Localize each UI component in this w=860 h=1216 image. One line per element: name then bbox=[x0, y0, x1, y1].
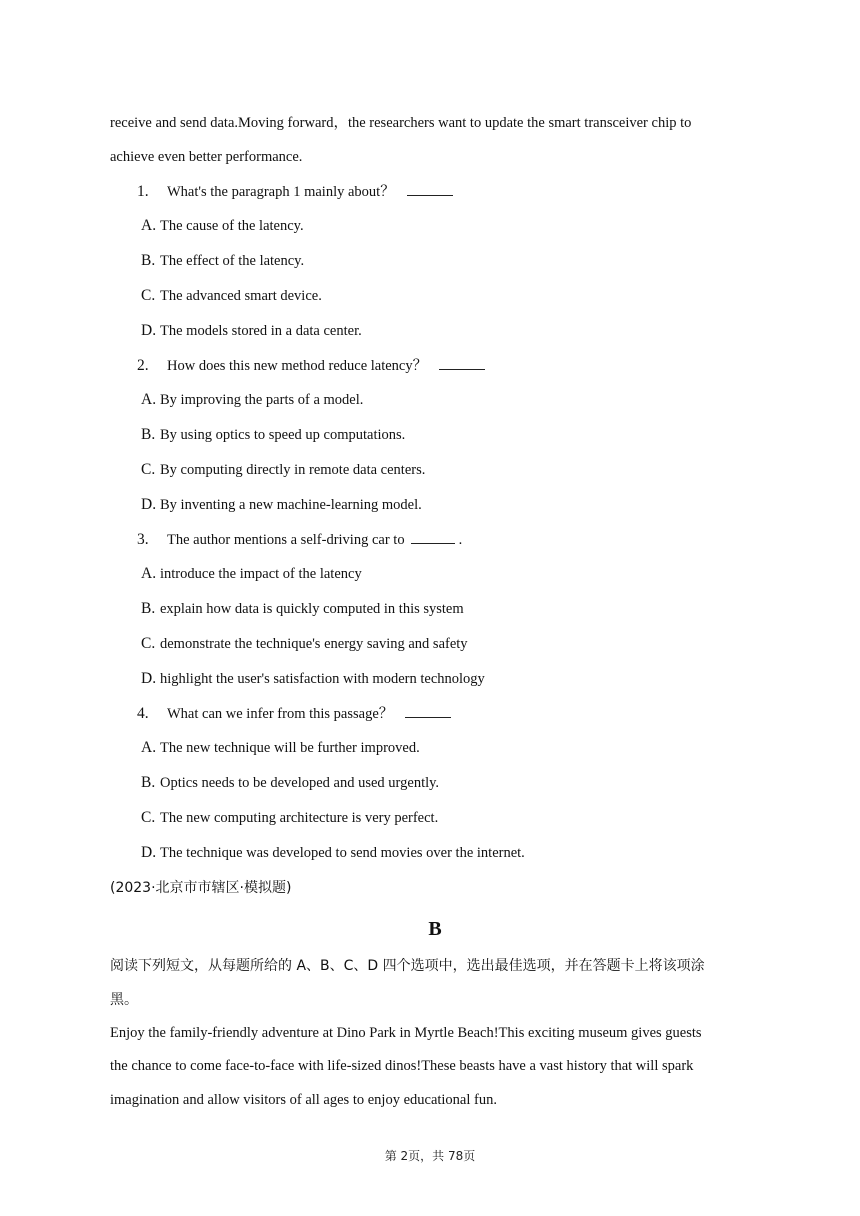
question-number: 3. bbox=[137, 530, 149, 548]
option-letter: C. bbox=[141, 634, 156, 652]
option-1d[interactable] bbox=[110, 314, 760, 349]
option-text: The effect of the latency. bbox=[160, 253, 305, 270]
option-letter: D. bbox=[141, 843, 157, 861]
option-2b[interactable] bbox=[110, 418, 760, 453]
passage-line: the chance to come face-to-face with life-sized dinos!These beasts have a vast history that will spark bbox=[110, 1058, 694, 1075]
option-4d[interactable] bbox=[110, 836, 760, 871]
option-text: The cause of the latency. bbox=[160, 218, 304, 235]
option-text: The new computing architecture is very perfect. bbox=[160, 809, 439, 826]
option-text: By using optics to speed up computations. bbox=[160, 427, 406, 444]
question-1 bbox=[110, 175, 760, 210]
page-content bbox=[110, 107, 760, 1118]
option-text: highlight the user's satisfaction with modern technology bbox=[160, 670, 485, 687]
option-text: The advanced smart device. bbox=[160, 287, 322, 304]
option-letter: A. bbox=[141, 739, 157, 757]
option-letter: D. bbox=[141, 495, 157, 513]
question-text: What's the paragraph 1 mainly about？ bbox=[167, 183, 395, 200]
option-3c[interactable] bbox=[110, 627, 760, 662]
question-number: 4. bbox=[137, 704, 149, 722]
option-letter: D. bbox=[141, 321, 157, 339]
question-2 bbox=[110, 349, 760, 384]
option-letter: A. bbox=[141, 391, 157, 409]
option-text: The models stored in a data center. bbox=[160, 322, 362, 339]
question-source: (2023·北京市市辖区·模拟题) bbox=[110, 879, 292, 896]
option-text: demonstrate the technique's energy saving and safety bbox=[160, 635, 468, 652]
answer-blank[interactable] bbox=[407, 183, 453, 196]
option-4b[interactable] bbox=[110, 766, 760, 801]
option-text: By inventing a new machine-learning model. bbox=[160, 496, 422, 513]
option-letter: B. bbox=[141, 600, 156, 618]
question-number: 2. bbox=[137, 356, 149, 374]
passage-line: imagination and allow visitors of all ages to enjoy educational fun. bbox=[110, 1092, 497, 1109]
passage-line: Enjoy the family-friendly adventure at Dino Park in Myrtle Beach!This exciting museum gives guests bbox=[110, 1024, 702, 1041]
answer-blank[interactable] bbox=[405, 705, 451, 718]
option-text: Optics needs to be developed and used urgently. bbox=[160, 775, 440, 792]
option-4a[interactable] bbox=[110, 731, 760, 766]
option-3b[interactable] bbox=[110, 592, 760, 627]
option-2a[interactable] bbox=[110, 383, 760, 418]
instructions-line: 阅读下列短文，从每题所给的 A、B、C、D 四个选项中，选出最佳选项，并在答题卡上将该项涂 bbox=[110, 957, 705, 974]
option-1a[interactable] bbox=[110, 209, 760, 244]
option-letter: C. bbox=[141, 808, 156, 826]
option-letter: B. bbox=[141, 426, 156, 444]
page-footer: 第 2页，共 78页 bbox=[384, 1149, 476, 1163]
option-2d[interactable] bbox=[110, 488, 760, 523]
option-text: By computing directly in remote data centers. bbox=[160, 461, 426, 478]
option-2c[interactable] bbox=[110, 453, 760, 488]
intro-line: receive and send data.Moving forward，the researchers want to update the smart transceiver chip to bbox=[110, 115, 692, 131]
option-1b[interactable] bbox=[110, 244, 760, 279]
section-heading: B bbox=[428, 917, 442, 940]
question-text-end: . bbox=[458, 531, 463, 548]
option-text: introduce the impact of the latency bbox=[160, 566, 362, 583]
option-text: The technique was developed to send movies over the internet. bbox=[160, 844, 525, 861]
option-letter: B. bbox=[141, 774, 156, 792]
question-number: 1. bbox=[137, 182, 149, 200]
option-4c[interactable] bbox=[110, 801, 760, 836]
answer-blank[interactable] bbox=[439, 357, 485, 370]
option-text: The new technique will be further improved. bbox=[160, 740, 420, 757]
option-3d[interactable] bbox=[110, 662, 760, 697]
question-text: How does this new method reduce latency？ bbox=[167, 357, 428, 374]
question-text: The author mentions a self-driving car to bbox=[167, 531, 405, 548]
option-letter: A. bbox=[141, 217, 157, 235]
instructions-line: 黑。 bbox=[110, 991, 138, 1008]
option-1c[interactable] bbox=[110, 279, 760, 314]
question-3 bbox=[110, 523, 760, 558]
option-letter: C. bbox=[141, 286, 156, 304]
option-letter: A. bbox=[141, 565, 157, 583]
intro-line: achieve even better performance. bbox=[110, 148, 303, 165]
option-text: By improving the parts of a model. bbox=[160, 392, 364, 409]
option-text: explain how data is quickly computed in this system bbox=[160, 601, 464, 618]
option-letter: B. bbox=[141, 252, 156, 270]
question-4 bbox=[110, 697, 760, 732]
option-letter: D. bbox=[141, 669, 157, 687]
option-letter: C. bbox=[141, 460, 156, 478]
answer-blank[interactable] bbox=[411, 531, 455, 544]
question-text: What can we infer from this passage？ bbox=[167, 705, 394, 722]
option-3a[interactable] bbox=[110, 557, 760, 592]
